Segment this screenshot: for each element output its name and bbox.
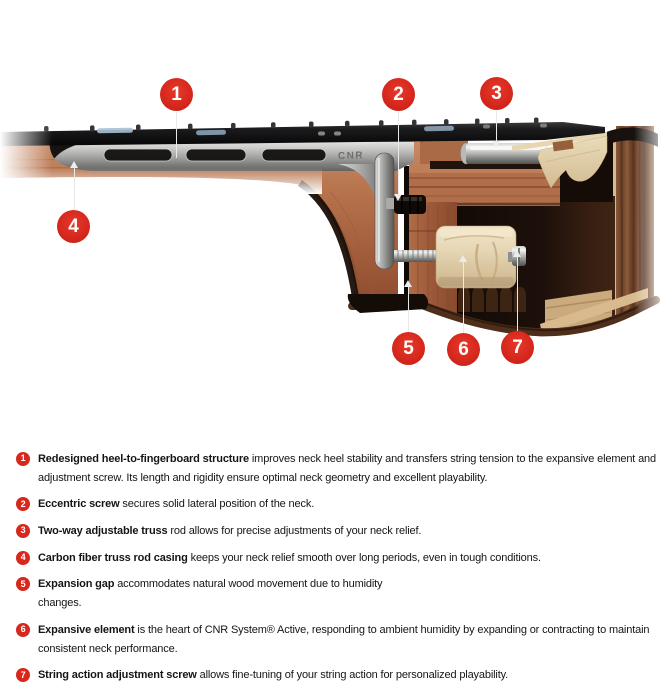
leader-line-6 [463,261,464,333]
leader-arrow-3 [492,141,500,148]
legend-item-5 [16,575,658,612]
legend-text-1: Redesigned heel-to-fingerboard structure improves neck heel stability and transfers string tension to the expansive element and adjustment screw. Its length and rigidity ensure optimal neck geometry and excellent playability. [38,453,656,484]
expansive-element [436,226,526,288]
legend-item-1 [16,450,658,487]
legend-item-2 [16,495,658,514]
callout-badge-7: 7 [501,331,534,364]
kerfed-lining [458,287,526,312]
leader-line-1 [176,112,177,158]
legend-item-7 [16,666,658,685]
callout-badge-2: 2 [382,78,415,111]
legend-bullet-5: 5 [16,577,30,591]
legend-bullet-1: 1 [16,452,30,466]
legend [16,450,658,693]
callout-badge-6: 6 [447,333,480,366]
leader-arrow-2 [394,194,402,201]
legend-item-4 [16,549,658,568]
leader-line-5 [408,286,409,332]
legend-text-4: Carbon fiber truss rod casing keeps your neck relief smooth over long periods, even in tough conditions. [38,551,541,564]
legend-text-7: String action adjustment screw allows fine-tuning of your string action for personalized playability. [38,669,509,682]
legend-bullet-2: 2 [16,497,30,511]
leader-line-4 [74,168,75,210]
legend-bullet-3: 3 [16,524,30,538]
callout-badge-4: 4 [57,210,90,243]
legend-bullet-7: 7 [16,668,30,682]
legend-text-5: Expansion gap accommodates natural wood movement due to humidity changes. [38,578,383,610]
leader-arrow-4 [70,161,78,168]
legend-bullet-4: 4 [16,551,30,565]
callout-badge-5: 5 [392,332,425,365]
legend-item-3 [16,522,658,541]
string-action-adjustment-screw [394,250,438,262]
legend-text-6: Expansive element is the heart of CNR System® Active, responding to ambient humidity by expanding or contracting to maintain consistent neck performance. [38,623,650,655]
legend-text-2: Eccentric screw secures solid lateral position of the neck. [38,498,315,511]
callout-badge-1: 1 [160,78,193,111]
leader-line-2 [398,112,399,194]
fingerboard [0,118,605,147]
leader-line-7 [517,256,518,331]
legend-item-6 [16,621,658,658]
metal-engraving-text: CNR [337,150,365,162]
callout-badge-3: 3 [480,77,513,110]
legend-bullet-6: 6 [16,623,30,637]
leader-line-3 [496,111,497,141]
legend-text-3: Two-way adjustable truss rod allows for precise adjustments of your neck relief. [38,525,422,538]
